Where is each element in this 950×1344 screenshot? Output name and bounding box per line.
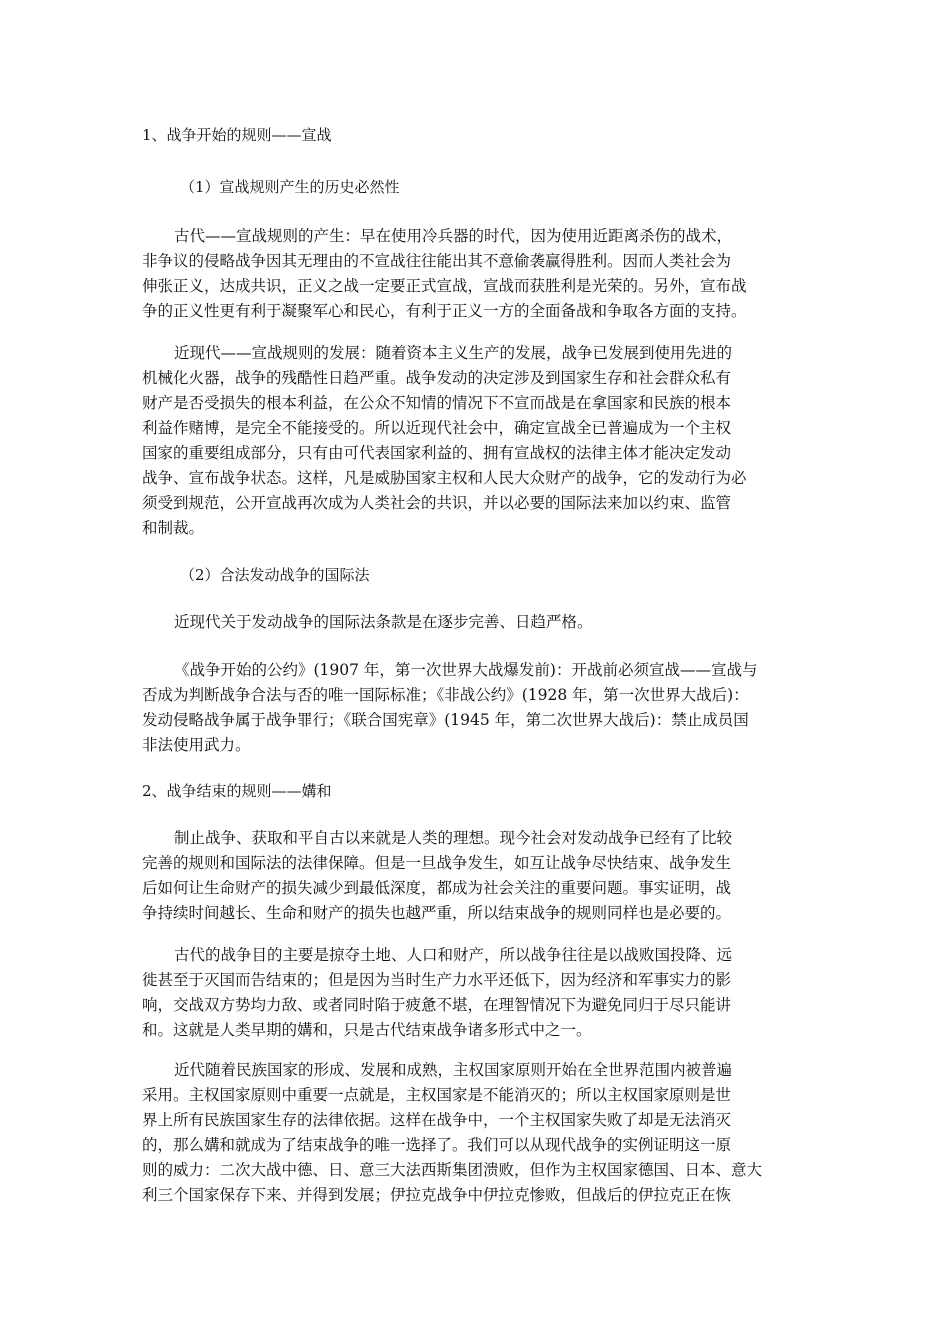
paragraph-line: 界上所有民族国家生存的法律依据。这样在战争中，一个主权国家失败了却是无法消灭 xyxy=(142,1111,732,1129)
paragraph-line: 非争议的侵略战争因其无理由的不宣战往往能出其不意偷袭赢得胜利。因而人类社会为 xyxy=(142,252,732,270)
paragraph-line: 伸张正义，达成共识，正义之战一定要正式宣战，宣战而获胜利是光荣的。另外，宣布战 xyxy=(142,277,747,295)
paragraph-line: 《战争开始的公约》(1907 年，第一次世界大战爆发前)：开战前必须宣战——宣战与 xyxy=(174,661,758,679)
section-heading-2: 2、战争结束的规则——媾和 xyxy=(142,782,332,800)
paragraph-line: 古代——宣战规则的产生：早在使用冷兵器的时代，因为使用近距离杀伤的战术， xyxy=(174,227,733,245)
paragraph-line: 和制裁。 xyxy=(142,519,205,537)
paragraph-line: 和。这就是人类早期的媾和，只是古代结束战争诸多形式中之一。 xyxy=(142,1021,592,1039)
paragraph-line: 利益作赌博，是完全不能接受的。所以近现代社会中，确定宣战全已普遍成为一个主权 xyxy=(142,419,732,437)
paragraph-line: 后如何让生命财产的损失减少到最低深度，都成为社会关注的重要问题。事实证明，战 xyxy=(142,879,732,897)
paragraph-line: 的，那么媾和就成为了结束战争的唯一选择了。我们可以从现代战争的实例证明这一原 xyxy=(142,1136,732,1154)
paragraph-line: 则的威力：二次大战中德、日、意三大法西斯集团溃败，但作为主权国家德国、日本、意大 xyxy=(142,1161,763,1179)
paragraph-line: 发动侵略战争属于战争罪行；《联合国宪章》(1945 年，第二次世界大战后)：禁止成员国 xyxy=(142,711,749,729)
paragraph-line: 响，交战双方势均力敌、或者同时陷于疲惫不堪，在理智情况下为避免同归于尽只能讲 xyxy=(142,996,732,1014)
paragraph-line: 争的正义性更有利于凝聚军心和民心，有利于正义一方的全面备战和争取各方面的支持。 xyxy=(142,302,747,320)
paragraph-line: 古代的战争目的主要是掠夺土地、人口和财产，所以战争往往是以战败国投降、远 xyxy=(174,946,733,964)
paragraph-line: 否成为判断战争合法与否的唯一国际标准；《非战公约》(1928 年，第一次世界大战后)： xyxy=(142,686,749,704)
paragraph-line: 制止战争、获取和平自古以来就是人类的理想。现今社会对发动战争已经有了比较 xyxy=(174,829,733,847)
section-heading-1: 1、战争开始的规则——宣战 xyxy=(142,126,332,144)
paragraph-line: 采用。主权国家原则中重要一点就是，主权国家是不能消灭的；所以主权国家原则是世 xyxy=(142,1086,732,1104)
paragraph-line: 利三个国家保存下来、并得到发展；伊拉克战争中伊拉克惨败，但战后的伊拉克正在恢 xyxy=(142,1186,732,1204)
paragraph-line: 须受到规范，公开宣战再次成为人类社会的共识，并以必要的国际法来加以约束、监管 xyxy=(142,494,732,512)
paragraph-line: 完善的规则和国际法的法律保障。但是一旦战争发生，如互让战争尽快结束、战争发生 xyxy=(142,854,732,872)
paragraph-line: 战争、宣布战争状态。这样，凡是威胁国家主权和人民大众财产的战争，它的发动行为必 xyxy=(142,469,747,487)
paragraph-line: 近代随着民族国家的形成、发展和成熟，主权国家原则开始在全世界范围内被普遍 xyxy=(174,1061,733,1079)
paragraph-line: 争持续时间越长、生命和财产的损失也越严重，所以结束战争的规则同样也是必要的。 xyxy=(142,904,732,922)
subheading-1: （1）宣战规则产生的历史必然性 xyxy=(180,178,400,196)
paragraph-line: 国家的重要组成部分，只有由可代表国家利益的、拥有宣战权的法律主体才能决定发动 xyxy=(142,444,732,462)
paragraph-line: 近现代——宣战规则的发展：随着资本主义生产的发展，战争已发展到使用先进的 xyxy=(174,344,733,362)
paragraph-line: 近现代关于发动战争的国际法条款是在逐步完善、日趋严格。 xyxy=(174,613,593,631)
subheading-2: （2）合法发动战争的国际法 xyxy=(180,566,370,584)
paragraph-line: 财产是否受损失的根本利益，在公众不知情的情况下不宣而战是在拿国家和民族的根本 xyxy=(142,394,732,412)
paragraph-line: 非法使用武力。 xyxy=(142,736,251,754)
paragraph-line: 徙甚至于灭国而告结束的；但是因为当时生产力水平还低下，因为经济和军事实力的影 xyxy=(142,971,732,989)
paragraph-line: 机械化火器，战争的残酷性日趋严重。战争发动的决定涉及到国家生存和社会群众私有 xyxy=(142,369,732,387)
